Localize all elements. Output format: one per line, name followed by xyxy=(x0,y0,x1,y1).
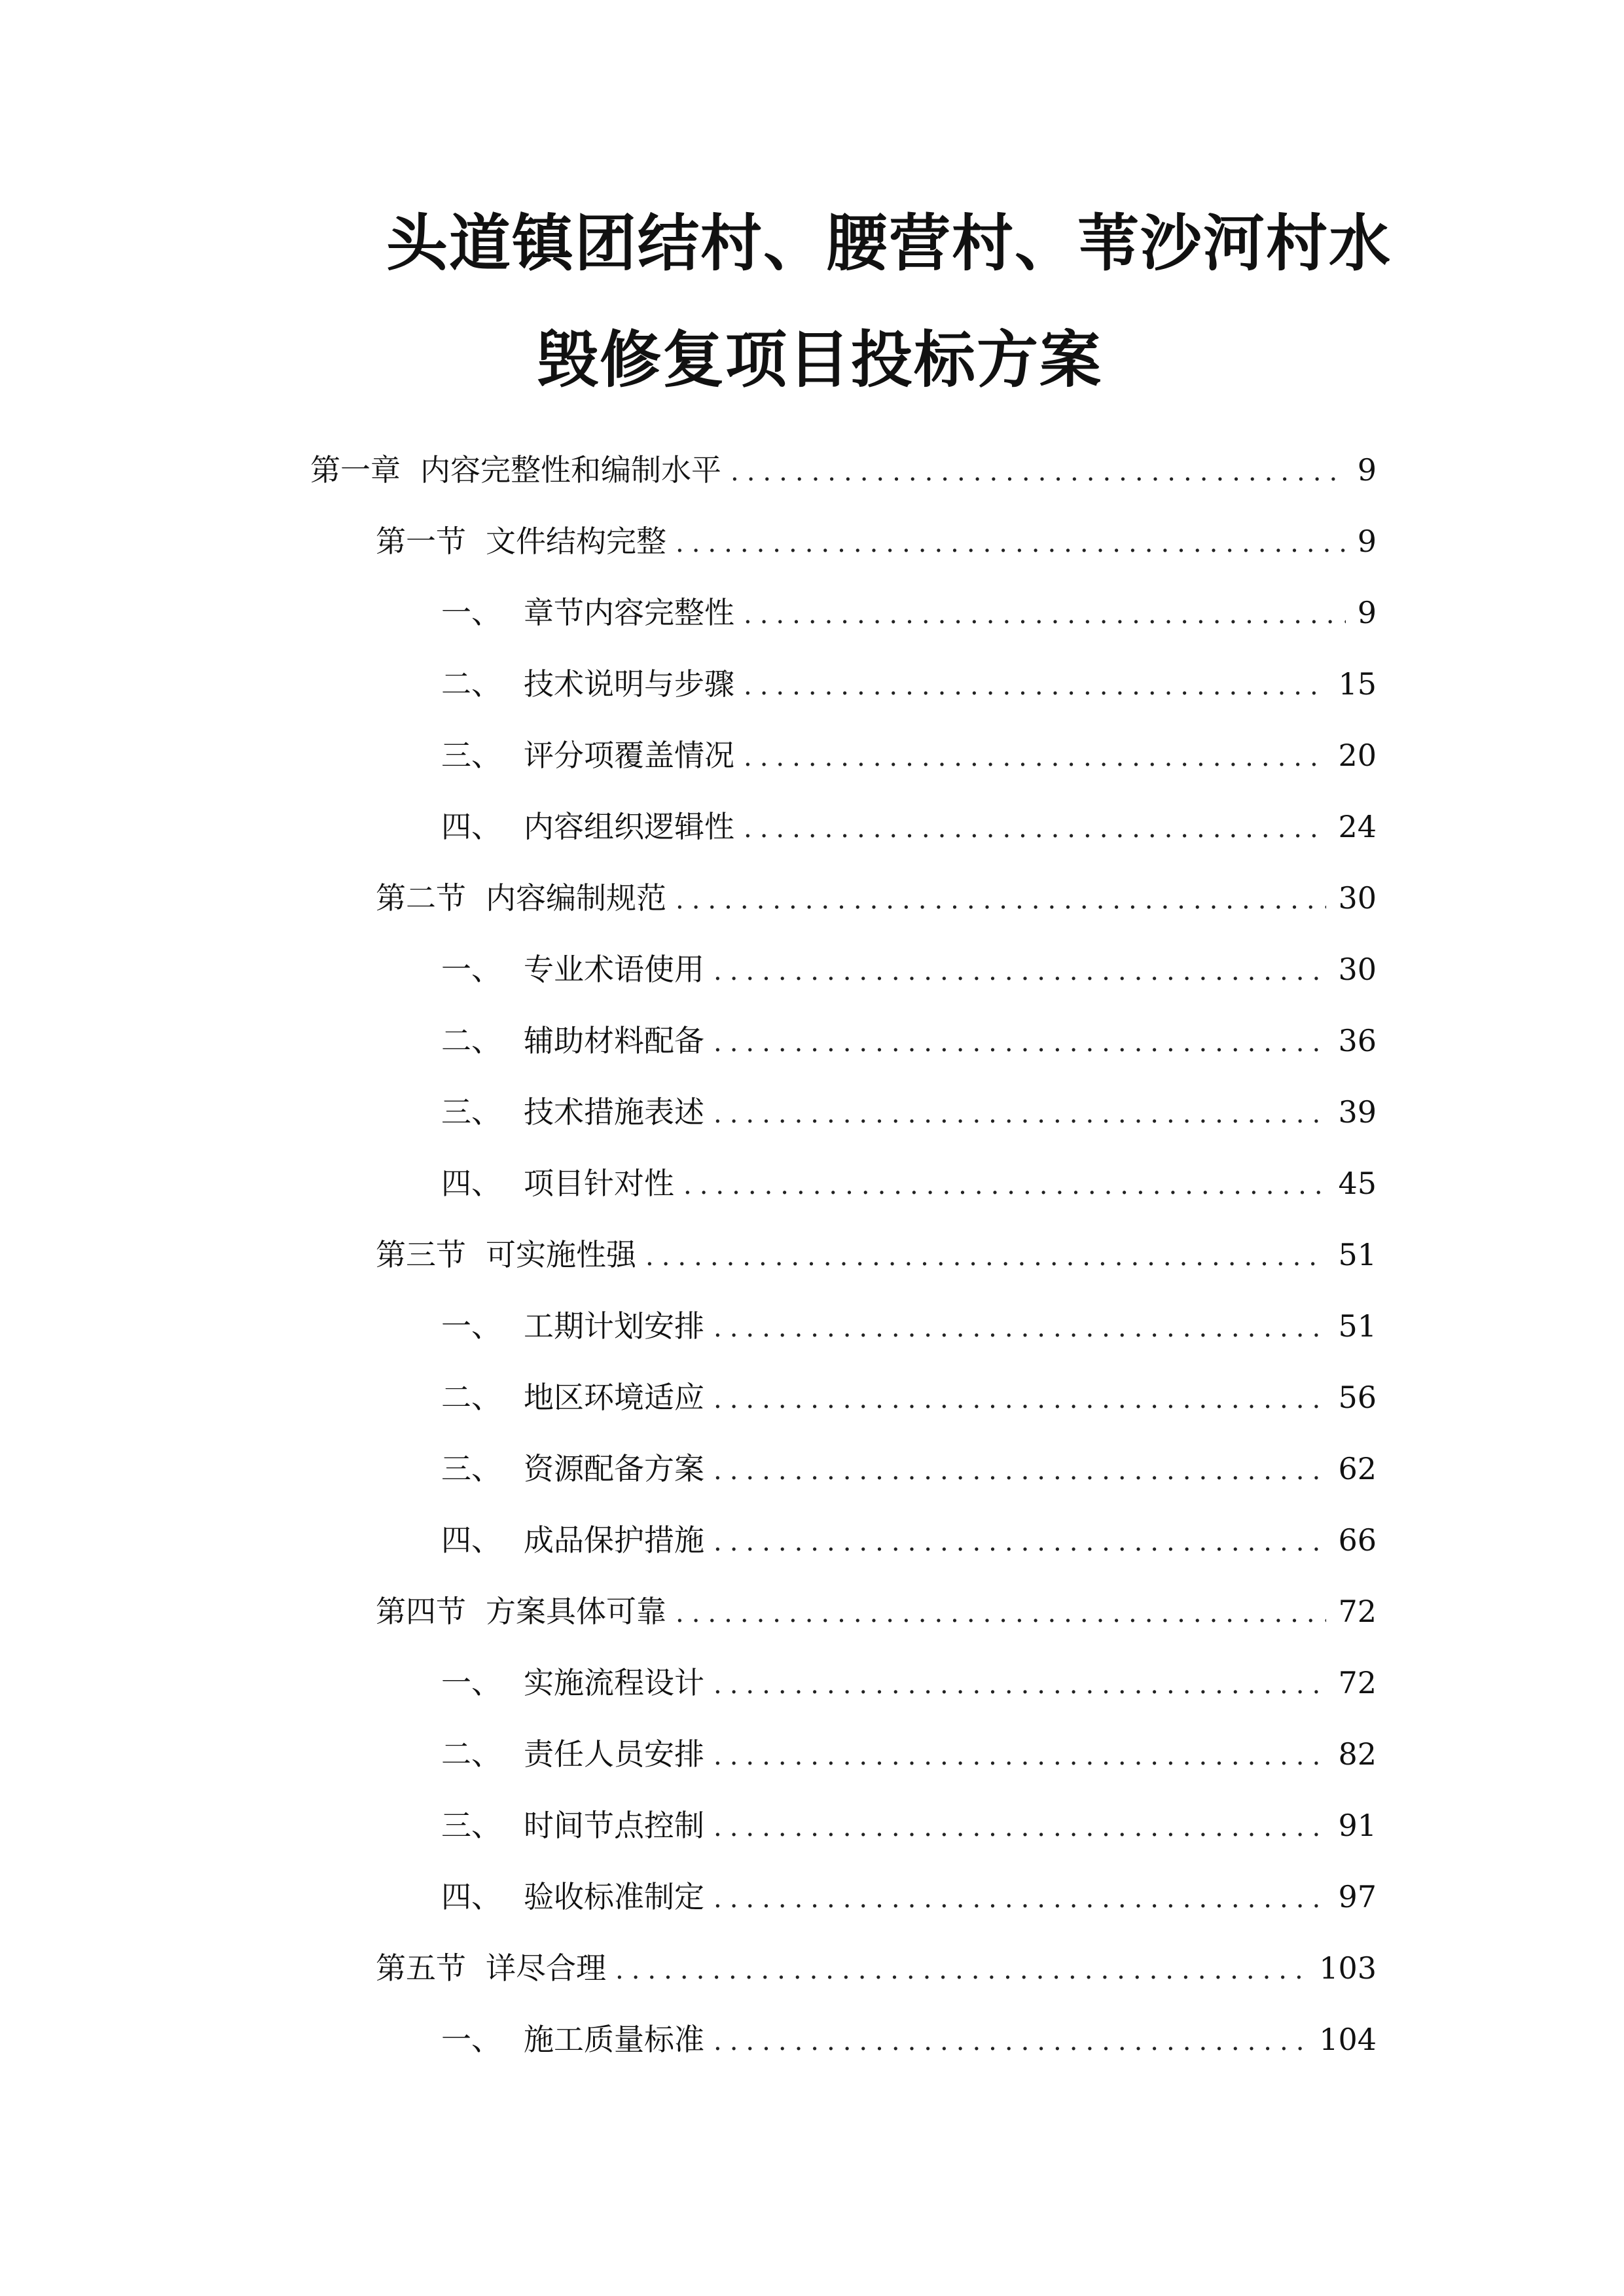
toc-entry-number: 二、 xyxy=(441,1023,501,1058)
toc-entry[interactable] xyxy=(441,736,1377,777)
toc-entry-number: 四、 xyxy=(441,1522,501,1558)
toc-entry-page: 24 xyxy=(1338,809,1377,844)
toc-entry[interactable] xyxy=(376,522,1377,563)
toc-entry-label xyxy=(310,450,721,490)
toc-entry-page: 62 xyxy=(1338,1451,1377,1486)
toc-entry-page: 9 xyxy=(1357,452,1377,488)
toc-entry-page: 30 xyxy=(1338,952,1377,987)
toc-dot-leader xyxy=(744,809,1326,848)
toc-entry-title: 实施流程设计 xyxy=(524,1665,704,1700)
toc-entry-number: 第一节 xyxy=(376,524,466,559)
toc-entry[interactable] xyxy=(441,1164,1377,1205)
toc-entry-label xyxy=(376,1592,666,1631)
toc-entry-label xyxy=(441,1306,704,1346)
toc-entry[interactable] xyxy=(441,593,1377,634)
toc-dot-leader xyxy=(676,880,1326,920)
toc-dot-leader xyxy=(713,2022,1307,2061)
toc-entry-title: 地区环境适应 xyxy=(524,1380,704,1415)
toc-entry-page: 9 xyxy=(1357,595,1377,630)
toc-entry-label xyxy=(376,1948,606,1988)
toc-dot-leader xyxy=(713,952,1326,991)
document-title-line-1: 头道镇团结村、腰营村、苇沙河村水 xyxy=(386,208,1392,279)
toc-entry-label xyxy=(441,1449,704,1488)
toc-entry-title: 专业术语使用 xyxy=(524,952,704,987)
toc-entry-title: 辅助材料配备 xyxy=(524,1023,704,1058)
toc-entry[interactable] xyxy=(376,1948,1377,1990)
toc-entry-title: 文件结构完整 xyxy=(486,524,666,559)
toc-entry-page: 56 xyxy=(1338,1380,1377,1415)
toc-entry-number: 二、 xyxy=(441,1380,501,1415)
toc-dot-leader xyxy=(676,524,1346,563)
toc-entry-page: 72 xyxy=(1338,1665,1377,1700)
toc-entry-title: 方案具体可靠 xyxy=(486,1594,666,1629)
toc-entry-label xyxy=(441,1378,704,1417)
toc-entry-title: 责任人员安排 xyxy=(524,1736,704,1772)
toc-entry-label xyxy=(441,1663,704,1702)
toc-dot-leader xyxy=(615,1950,1307,1990)
toc-entry-label xyxy=(441,1520,704,1560)
toc-entry[interactable] xyxy=(376,878,1377,920)
toc-entry[interactable] xyxy=(441,1734,1377,1776)
toc-entry-page: 51 xyxy=(1338,1237,1377,1272)
toc-dot-leader xyxy=(731,452,1346,492)
toc-entry-page: 104 xyxy=(1319,2022,1377,2057)
toc-entry-page: 39 xyxy=(1338,1094,1377,1130)
document-title-line-2: 毁修复项目投标方案 xyxy=(537,325,1103,396)
toc-entry-label xyxy=(441,807,734,846)
toc-entry-number: 四、 xyxy=(441,1879,501,1914)
toc-dot-leader xyxy=(645,1237,1326,1276)
toc-entry[interactable] xyxy=(441,1877,1377,1918)
toc-entry-title: 章节内容完整性 xyxy=(524,595,734,630)
toc-entry-page: 36 xyxy=(1338,1023,1377,1058)
toc-entry-number: 第一章 xyxy=(310,452,401,488)
toc-entry-number: 二、 xyxy=(441,1736,501,1772)
toc-entry-number: 三、 xyxy=(441,1451,501,1486)
toc-entry[interactable] xyxy=(376,1235,1377,1276)
toc-entry[interactable] xyxy=(441,2020,1377,2061)
toc-entry-label xyxy=(441,1164,674,1203)
toc-entry-title: 资源配备方案 xyxy=(524,1451,704,1486)
toc-entry-title: 验收标准制定 xyxy=(524,1879,704,1914)
toc-entry-number: 第二节 xyxy=(376,880,466,916)
toc-entry-title: 内容完整性和编制水平 xyxy=(420,452,721,488)
toc-entry-title: 评分项覆盖情况 xyxy=(524,738,734,773)
toc-dot-leader xyxy=(713,1808,1326,1847)
toc-entry-label xyxy=(441,1806,704,1845)
toc-entry[interactable] xyxy=(441,1520,1377,1562)
toc-entry-label xyxy=(441,2020,704,2059)
toc-dot-leader xyxy=(744,666,1326,706)
toc-entry-page: 51 xyxy=(1338,1308,1377,1344)
toc-entry[interactable] xyxy=(310,450,1377,492)
toc-entry[interactable] xyxy=(441,664,1377,706)
toc-entry[interactable] xyxy=(441,1449,1377,1490)
toc-entry-title: 时间节点控制 xyxy=(524,1808,704,1843)
toc-entry-page: 66 xyxy=(1338,1522,1377,1558)
toc-entry[interactable] xyxy=(376,1592,1377,1633)
toc-entry-title: 可实施性强 xyxy=(486,1237,636,1272)
toc-entry-label xyxy=(376,1235,636,1274)
toc-entry-number: 第三节 xyxy=(376,1237,466,1272)
toc-entry-label xyxy=(441,593,734,632)
toc-dot-leader xyxy=(713,1023,1326,1062)
toc-dot-leader xyxy=(744,738,1326,777)
toc-entry-title: 详尽合理 xyxy=(486,1950,606,1986)
toc-entry-title: 内容组织逻辑性 xyxy=(524,809,734,844)
toc-entry-number: 一、 xyxy=(441,1665,501,1700)
toc-dot-leader xyxy=(713,1665,1326,1704)
toc-entry-label xyxy=(376,878,666,918)
toc-dot-leader xyxy=(713,1380,1326,1419)
toc-entry-number: 四、 xyxy=(441,809,501,844)
toc-entry-number: 三、 xyxy=(441,738,501,773)
toc-entry-number: 第四节 xyxy=(376,1594,466,1629)
toc-entry-label xyxy=(376,522,666,561)
toc-entry-number: 一、 xyxy=(441,1308,501,1344)
toc-dot-leader xyxy=(713,1094,1326,1134)
toc-entry-title: 技术措施表述 xyxy=(524,1094,704,1130)
toc-entry-page: 45 xyxy=(1338,1166,1377,1201)
toc-entry[interactable] xyxy=(441,950,1377,991)
toc-entry-page: 15 xyxy=(1338,666,1377,702)
toc-entry-page: 82 xyxy=(1338,1736,1377,1772)
toc-entry-label xyxy=(441,1092,704,1132)
toc-entry-label xyxy=(441,1734,704,1774)
toc-entry-label xyxy=(441,736,734,775)
toc-entry-page: 97 xyxy=(1338,1879,1377,1914)
toc-entry-page: 30 xyxy=(1338,880,1377,916)
toc-entry[interactable] xyxy=(441,1378,1377,1419)
toc-entry[interactable] xyxy=(441,1021,1377,1062)
toc-entry-title: 技术说明与步骤 xyxy=(524,666,734,702)
toc-entry[interactable] xyxy=(441,1806,1377,1847)
toc-entry[interactable] xyxy=(441,1092,1377,1134)
toc-entry[interactable] xyxy=(441,1663,1377,1704)
toc-entry-label xyxy=(441,950,704,989)
toc-entry-label xyxy=(441,664,734,704)
toc-entry-page: 9 xyxy=(1357,524,1377,559)
toc-entry-page: 103 xyxy=(1319,1950,1377,1986)
toc-dot-leader xyxy=(713,1308,1326,1348)
toc-entry[interactable] xyxy=(441,807,1377,848)
toc-dot-leader xyxy=(713,1736,1326,1776)
toc-entry-page: 72 xyxy=(1338,1594,1377,1629)
toc-entry-title: 成品保护措施 xyxy=(524,1522,704,1558)
toc-dot-leader xyxy=(713,1451,1326,1490)
toc-entry-label xyxy=(441,1021,704,1060)
toc-entry-title: 施工质量标准 xyxy=(524,2022,704,2057)
toc-dot-leader xyxy=(713,1879,1326,1918)
toc-entry-number: 三、 xyxy=(441,1808,501,1843)
toc-entry-title: 项目针对性 xyxy=(524,1166,674,1201)
toc-entry-number: 一、 xyxy=(441,952,501,987)
toc-dot-leader xyxy=(744,595,1346,634)
toc-entry-number: 四、 xyxy=(441,1166,501,1201)
toc-entry-number: 二、 xyxy=(441,666,501,702)
toc-dot-leader xyxy=(676,1594,1326,1633)
toc-entry-title: 内容编制规范 xyxy=(486,880,666,916)
toc-dot-leader xyxy=(683,1166,1326,1205)
toc-entry-number: 一、 xyxy=(441,595,501,630)
toc-entry-number: 第五节 xyxy=(376,1950,466,1986)
toc-entry-label xyxy=(441,1877,704,1916)
toc-entry-title: 工期计划安排 xyxy=(524,1308,704,1344)
toc-entry[interactable] xyxy=(441,1306,1377,1348)
toc-entry-number: 三、 xyxy=(441,1094,501,1130)
toc-dot-leader xyxy=(713,1522,1326,1562)
toc-entry-number: 一、 xyxy=(441,2022,501,2057)
toc-entry-page: 20 xyxy=(1338,738,1377,773)
toc-entry-page: 91 xyxy=(1338,1808,1377,1843)
